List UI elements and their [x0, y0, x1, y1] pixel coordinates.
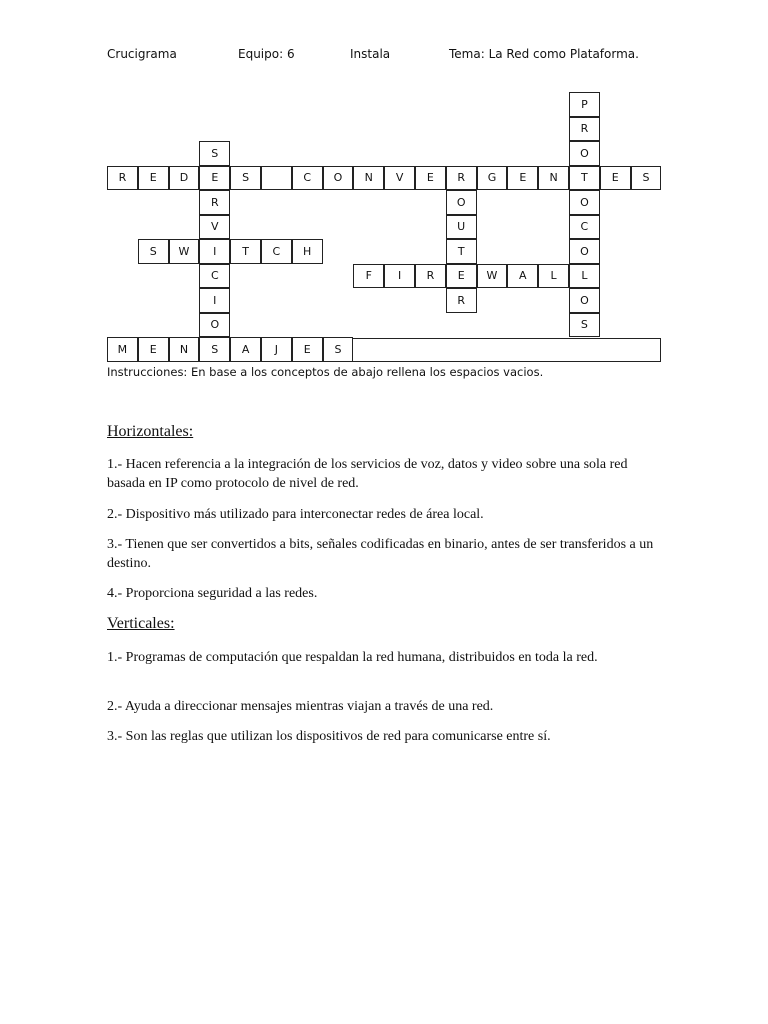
- crossword-cell: O: [569, 190, 600, 215]
- crossword-cell: T: [446, 239, 477, 264]
- crossword-cell: W: [477, 264, 508, 289]
- crossword-cell: R: [107, 166, 138, 191]
- crossword-cell: A: [230, 337, 261, 362]
- crossword-cell: F: [353, 264, 384, 289]
- crossword-cell: R: [415, 264, 446, 289]
- crossword-cell: N: [353, 166, 384, 191]
- crossword-cell: N: [169, 337, 200, 362]
- crossword-cell: S: [230, 166, 261, 191]
- crossword-cell: R: [446, 288, 477, 313]
- crossword-title: Crucigrama: [107, 47, 177, 61]
- crossword-cell: C: [199, 264, 230, 289]
- crossword-cell: E: [600, 166, 631, 191]
- crossword-cell: S: [199, 337, 230, 362]
- crossword-cell: S: [631, 166, 662, 191]
- crossword-cell: E: [138, 166, 169, 191]
- crossword-cell: [261, 166, 292, 191]
- crossword-cell: S: [138, 239, 169, 264]
- crossword-cell: S: [323, 337, 354, 362]
- crossword-cell: V: [199, 215, 230, 240]
- crossword-cell: E: [199, 166, 230, 191]
- crossword-cell: E: [292, 337, 323, 362]
- crossword-cell: R: [446, 166, 477, 191]
- crossword-cell: I: [199, 239, 230, 264]
- crossword-cell: A: [507, 264, 538, 289]
- crossword-cell: O: [323, 166, 354, 191]
- crossword-cell: I: [384, 264, 415, 289]
- crossword-cell: E: [446, 264, 477, 289]
- crossword-cell: V: [384, 166, 415, 191]
- crossword-cell: C: [261, 239, 292, 264]
- crossword-cell: E: [507, 166, 538, 191]
- crossword-cell: O: [569, 141, 600, 166]
- horizontal-clue-1: 1.- Hacen referencia a la integración de los servicios de voz, datos y video sobre una sola red basada en IP como protocolo de nivel de red.: [107, 457, 628, 491]
- crossword-grid: [0, 0, 768, 370]
- crossword-cell: L: [569, 264, 600, 289]
- crossword-cell: E: [415, 166, 446, 191]
- crossword-cell: S: [569, 313, 600, 338]
- topic-label: Tema: La Red como Plataforma.: [449, 47, 639, 61]
- horizontal-clue-3: 3.- Tienen que ser convertidos a bits, señales codificadas en binario, antes de ser transferidos a un destino.: [107, 537, 654, 571]
- crossword-cell: R: [199, 190, 230, 215]
- horizontal-heading: Horizontales:: [107, 423, 194, 440]
- crossword-cell: O: [446, 190, 477, 215]
- crossword-cell: H: [292, 239, 323, 264]
- crossword-cell: O: [569, 239, 600, 264]
- crossword-cell: C: [569, 215, 600, 240]
- crossword-cell: M: [107, 337, 138, 362]
- crossword-cell: T: [230, 239, 261, 264]
- crossword-cell: T: [569, 166, 600, 191]
- crossword-cell: O: [199, 313, 230, 338]
- vertical-clue-3: 3.- Son las reglas que utilizan los dispositivos de red para comunicarse entre sí.: [107, 729, 551, 744]
- crossword-cell: D: [169, 166, 200, 191]
- install-label: Instala: [350, 47, 391, 61]
- crossword-cell: S: [199, 141, 230, 166]
- crossword-cell: C: [292, 166, 323, 191]
- crossword-cell: R: [569, 117, 600, 142]
- crossword-cell: E: [138, 337, 169, 362]
- vertical-clue-1: 1.- Programas de computación que respaldan la red humana, distribuidos en toda la red.: [107, 650, 598, 665]
- instructions: Instrucciones: En base a los conceptos de abajo rellena los espacios vacios.: [107, 365, 544, 379]
- crossword-cell: I: [199, 288, 230, 313]
- horizontal-clue-4: 4.- Proporciona seguridad a las redes.: [107, 586, 318, 601]
- row-band: [322, 338, 661, 363]
- horizontal-clue-2: 2.- Dispositivo más utilizado para interconectar redes de área local.: [107, 507, 484, 522]
- vertical-heading: Verticales:: [107, 615, 175, 632]
- crossword-cell: U: [446, 215, 477, 240]
- crossword-cell: O: [569, 288, 600, 313]
- crossword-cell: W: [169, 239, 200, 264]
- crossword-cell: J: [261, 337, 292, 362]
- crossword-cell: G: [477, 166, 508, 191]
- crossword-cell: P: [569, 92, 600, 117]
- crossword-cell: L: [538, 264, 569, 289]
- team-label: Equipo: 6: [238, 47, 295, 61]
- vertical-clue-2: 2.- Ayuda a direccionar mensajes mientras viajan a través de una red.: [107, 699, 494, 714]
- crossword-cell: N: [538, 166, 569, 191]
